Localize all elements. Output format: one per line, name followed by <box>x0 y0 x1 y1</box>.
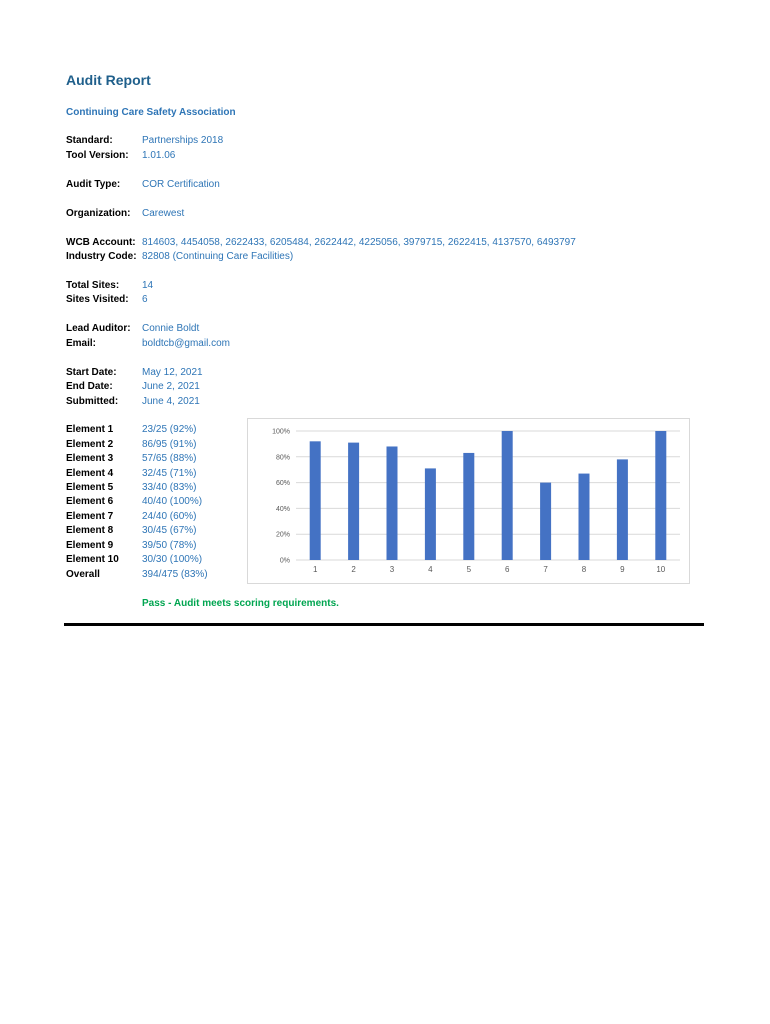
bar-element-8 <box>579 474 590 560</box>
element-label: Element 6 <box>66 496 114 507</box>
bar-element-4 <box>425 468 436 560</box>
report-title: Audit Report <box>66 72 151 88</box>
wcb-account-value: 814603, 4454058, 2622433, 6205484, 2622442, 4225056, 3979715, 2622415, 4137570, 6493797 <box>142 237 576 248</box>
tool-version-value: 1.01.06 <box>142 150 176 161</box>
x-tick-label: 9 <box>620 565 625 574</box>
x-tick-label: 3 <box>389 565 395 574</box>
element-label: Element 10 <box>66 554 119 565</box>
industry-code-value: 82808 (Continuing Care Facilities) <box>142 251 294 262</box>
total-sites-label: Total Sites: <box>66 280 120 291</box>
audit-type-label: Audit Type: <box>66 179 121 190</box>
x-tick-label: 5 <box>466 565 472 574</box>
bar-element-6 <box>502 431 513 560</box>
x-tick-label: 4 <box>428 565 433 574</box>
end-date-label: End Date: <box>66 381 113 392</box>
element-label: Element 5 <box>66 482 114 493</box>
element-score: 30/30 (100%) <box>142 554 203 565</box>
x-tick-label: 10 <box>656 565 666 574</box>
email-label: Email: <box>66 338 97 349</box>
y-tick-label: 80% <box>275 454 290 462</box>
element-score: 57/65 (88%) <box>142 453 197 464</box>
element-score: 33/40 (83%) <box>142 482 197 493</box>
association-name: Continuing Care Safety Association <box>66 107 236 118</box>
element-score: 86/95 (91%) <box>142 439 197 450</box>
x-tick-label: 7 <box>543 565 548 574</box>
wcb-account-label: WCB Account: <box>66 237 136 248</box>
y-tick-label: 40% <box>275 505 290 513</box>
element-score: 23/25 (92%) <box>142 424 197 435</box>
element-label: Element 4 <box>66 468 114 479</box>
x-tick-label: 2 <box>351 565 356 574</box>
bar-element-1 <box>310 441 321 560</box>
element-score: 39/50 (78%) <box>142 540 197 551</box>
lead-auditor-value: Connie Boldt <box>142 323 200 334</box>
x-tick-label: 8 <box>581 565 587 574</box>
lead-auditor-label: Lead Auditor: <box>66 323 131 334</box>
bar-chart-svg <box>248 419 689 583</box>
y-tick-label: 60% <box>275 480 290 488</box>
element-score: 40/40 (100%) <box>142 496 203 507</box>
y-tick-label: 0% <box>279 557 290 565</box>
element-score: 24/40 (60%) <box>142 511 197 522</box>
email-value[interactable]: boldtcb@gmail.com <box>142 338 230 349</box>
result-status: Pass - Audit meets scoring requirements. <box>142 598 339 609</box>
x-tick-label: 6 <box>504 565 510 574</box>
standard-value: Partnerships 2018 <box>142 135 224 146</box>
overall-label: Overall <box>66 569 100 580</box>
element-label: Element 3 <box>66 453 114 464</box>
end-date-value: June 2, 2021 <box>142 381 200 392</box>
audit-type-value: COR Certification <box>142 179 220 190</box>
y-tick-label: 100% <box>272 428 290 436</box>
total-sites-value: 14 <box>142 280 154 291</box>
start-date-label: Start Date: <box>66 367 117 378</box>
organization-label: Organization: <box>66 208 131 219</box>
element-label: Element 7 <box>66 511 114 522</box>
element-label: Element 1 <box>66 424 114 435</box>
industry-code-label: Industry Code: <box>66 251 137 262</box>
element-score-chart <box>247 418 690 584</box>
bar-element-3 <box>387 446 398 560</box>
element-score: 32/45 (71%) <box>142 468 197 479</box>
y-tick-label: 20% <box>275 531 290 539</box>
element-label: Element 9 <box>66 540 114 551</box>
sites-visited-label: Sites Visited: <box>66 294 129 305</box>
tool-version-label: Tool Version: <box>66 150 129 161</box>
bar-element-10 <box>655 431 666 560</box>
start-date-value: May 12, 2021 <box>142 367 203 378</box>
overall-score: 394/475 (83%) <box>142 569 208 580</box>
horizontal-divider <box>64 623 704 626</box>
standard-label: Standard: <box>66 135 113 146</box>
element-label: Element 2 <box>66 439 114 450</box>
x-tick-label: 1 <box>312 565 318 574</box>
element-score: 30/45 (67%) <box>142 525 197 536</box>
submitted-value: June 4, 2021 <box>142 396 200 407</box>
organization-value: Carewest <box>142 208 185 219</box>
bar-element-5 <box>463 453 474 560</box>
bar-element-7 <box>540 483 551 560</box>
submitted-label: Submitted: <box>66 396 119 407</box>
sites-visited-value: 6 <box>142 294 148 305</box>
bar-element-9 <box>617 459 628 560</box>
element-label: Element 8 <box>66 525 114 536</box>
bar-element-2 <box>348 443 359 560</box>
